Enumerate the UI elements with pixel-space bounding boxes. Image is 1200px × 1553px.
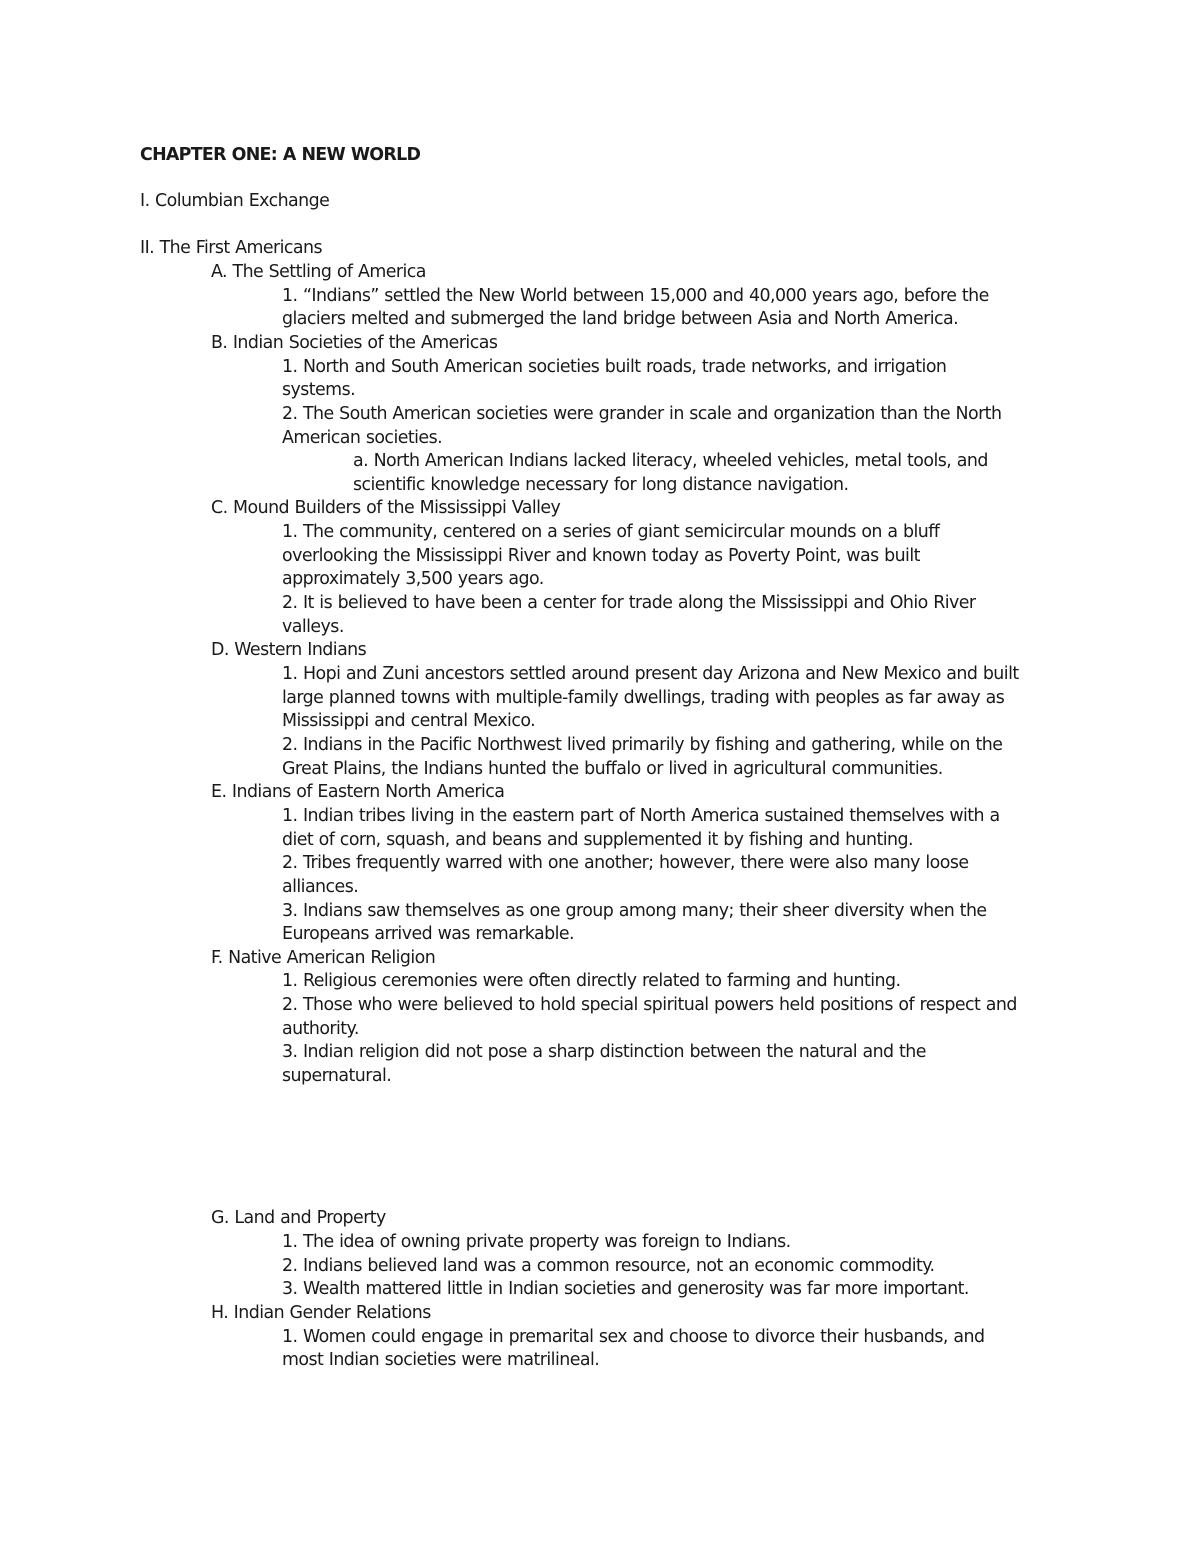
outline-subsection: D. Western Indians — [211, 640, 367, 660]
outline-item-continued: approximately 3,500 years ago. — [282, 569, 544, 589]
outline-item-continued: glaciers melted and submerged the land bridge between Asia and North America. — [282, 309, 959, 329]
outline-item: 3. Indian religion did not pose a sharp distinction between the natural and the — [282, 1042, 926, 1062]
outline-item-continued: Great Plains, the Indians hunted the buffalo or lived in agricultural communities. — [282, 759, 943, 779]
outline-section: II. The First Americans — [140, 238, 322, 258]
outline-item-continued: supernatural. — [282, 1066, 392, 1086]
outline-item: 3. Indians saw themselves as one group among many; their sheer diversity when the — [282, 901, 987, 921]
outline-subsection: H. Indian Gender Relations — [211, 1303, 431, 1323]
outline-item: 2. Those who were believed to hold special spiritual powers held positions of respect and — [282, 995, 1017, 1015]
outline-item: 3. Wealth mattered little in Indian societies and generosity was far more important. — [282, 1279, 969, 1299]
outline-item-continued: large planned towns with multiple-family dwellings, trading with peoples as far away as — [282, 688, 1005, 708]
outline-section: I. Columbian Exchange — [140, 191, 330, 211]
outline-item: 2. Indians believed land was a common resource, not an economic commodity. — [282, 1256, 935, 1276]
outline-subsection: G. Land and Property — [211, 1208, 386, 1228]
outline-item-continued: most Indian societies were matrilineal. — [282, 1350, 600, 1370]
outline-item-continued: Mississippi and central Mexico. — [282, 711, 536, 731]
outline-item: 1. Hopi and Zuni ancestors settled around present day Arizona and New Mexico and built — [282, 664, 1019, 684]
outline-item-continued: American societies. — [282, 428, 443, 448]
outline-item: 1. The community, centered on a series of giant semicircular mounds on a bluff — [282, 522, 940, 542]
outline-item: 1. “Indians” settled the New World between 15,000 and 40,000 years ago, before the — [282, 286, 989, 306]
outline-item: 2. Indians in the Pacific Northwest lived primarily by fishing and gathering, while on the — [282, 735, 1003, 755]
outline-subsection: E. Indians of Eastern North America — [211, 782, 505, 802]
outline-item-continued: systems. — [282, 380, 356, 400]
outline-item-continued: valleys. — [282, 617, 344, 637]
outline-item-continued: authority. — [282, 1019, 359, 1039]
outline-subsection: F. Native American Religion — [211, 948, 436, 968]
outline-item-continued: overlooking the Mississippi River and known today as Poverty Point, was built — [282, 546, 920, 566]
outline-item: 2. The South American societies were grander in scale and organization than the North — [282, 404, 1002, 424]
outline-item-continued: diet of corn, squash, and beans and supplemented it by fishing and hunting. — [282, 830, 913, 850]
outline-subitem: a. North American Indians lacked literacy, wheeled vehicles, metal tools, and — [353, 451, 988, 471]
outline-item: 1. North and South American societies built roads, trade networks, and irrigation — [282, 357, 947, 377]
outline-item: 2. Tribes frequently warred with one another; however, there were also many loose — [282, 853, 969, 873]
outline-item: 1. Indian tribes living in the eastern part of North America sustained themselves with a — [282, 806, 1000, 826]
outline-subsection: C. Mound Builders of the Mississippi Valley — [211, 498, 561, 518]
outline-item-continued: Europeans arrived was remarkable. — [282, 924, 575, 944]
outline-item-continued: alliances. — [282, 877, 359, 897]
outline-item: 1. Women could engage in premarital sex and choose to divorce their husbands, and — [282, 1327, 985, 1347]
chapter-title: CHAPTER ONE: A NEW WORLD — [140, 145, 421, 165]
outline-subsection: B. Indian Societies of the Americas — [211, 333, 498, 353]
outline-item: 2. It is believed to have been a center for trade along the Mississippi and Ohio River — [282, 593, 976, 613]
outline-subsection: A. The Settling of America — [211, 262, 426, 282]
outline-subitem-continued: scientific knowledge necessary for long distance navigation. — [353, 475, 849, 495]
outline-item: 1. The idea of owning private property was foreign to Indians. — [282, 1232, 791, 1252]
outline-item: 1. Religious ceremonies were often directly related to farming and hunting. — [282, 971, 901, 991]
